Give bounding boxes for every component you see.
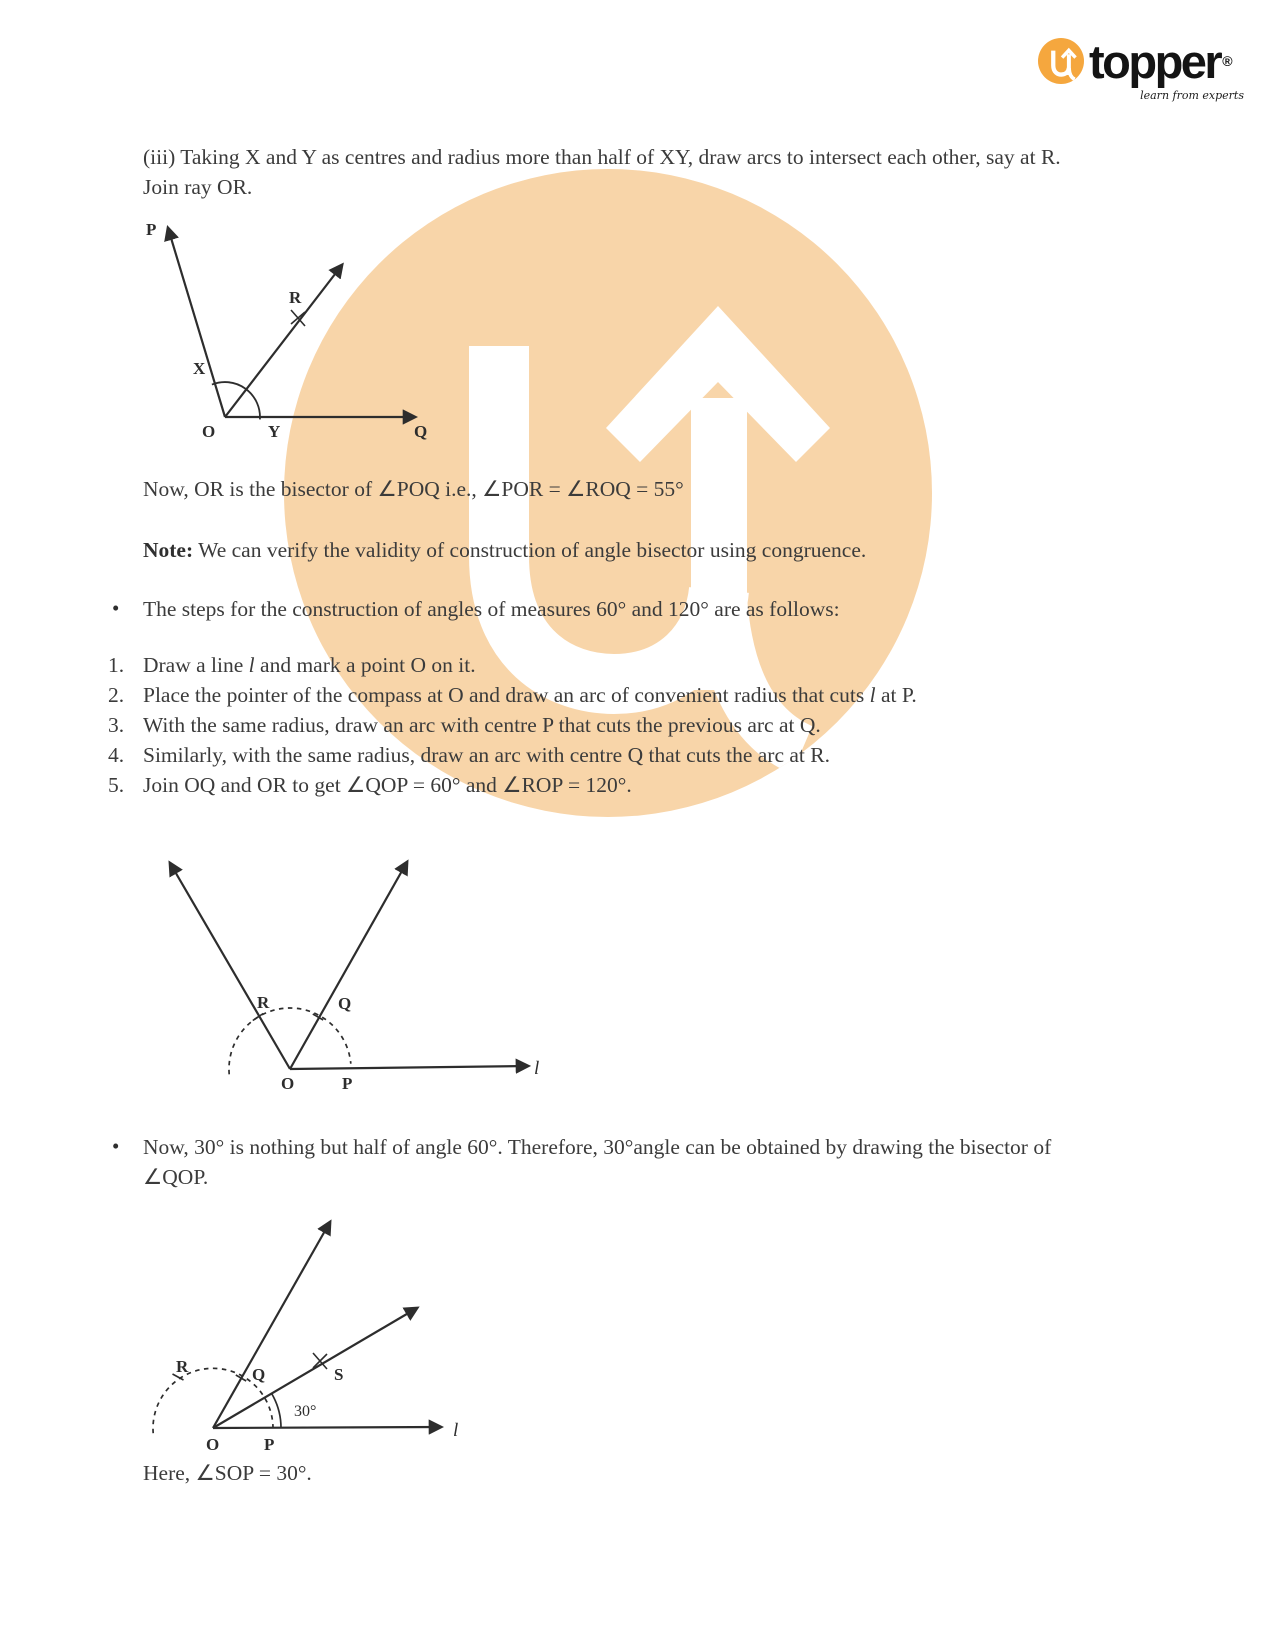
note-line (143, 535, 866, 565)
list-item (108, 740, 1228, 770)
label-o: O (206, 1435, 220, 1454)
label-r: R (289, 288, 302, 307)
label-p: P (146, 220, 157, 239)
step-text (143, 710, 821, 740)
step-text (143, 680, 917, 710)
brand-tagline: learn from experts (1140, 89, 1244, 102)
angle-arc-30 (272, 1394, 281, 1428)
step-text-emph: l (248, 653, 255, 677)
bisector-result-line: Now, OR is the bisector of ∠POQ i.e., ∠POR = ∠ROQ = 55° (143, 477, 684, 501)
list-item (108, 770, 1228, 800)
step-text (143, 770, 632, 800)
closing-line: Here, ∠SOP = 30°. (143, 1461, 312, 1485)
label-x: X (193, 359, 206, 378)
step-text-pre: With the same radius, draw an arc with centre P that cuts the previous arc at Q. (143, 713, 821, 737)
step-number: 2. (108, 683, 125, 707)
label-angle-30: 30° (294, 1403, 317, 1420)
list-item (108, 680, 1228, 710)
step-text-pre: Join OQ and OR to get ∠QOP = 60° and ∠ROP = 120°. (143, 773, 632, 797)
ray-line-l (213, 1427, 441, 1428)
list-item (108, 650, 1228, 680)
label-o: O (202, 422, 216, 440)
label-l: l (534, 1058, 540, 1079)
list-item (108, 710, 1228, 740)
registered-mark: ® (1222, 53, 1233, 69)
step-number: 5. (108, 773, 125, 797)
label-r: R (176, 1357, 189, 1376)
step-text-pre: Draw a line (143, 653, 249, 677)
ray-or-bisector (225, 265, 342, 417)
label-l: l (453, 1420, 459, 1441)
figure-30-degree-bisector (136, 1198, 486, 1458)
brand-wordmark (1089, 35, 1233, 88)
ray-op (168, 228, 225, 417)
step-number: 4. (108, 743, 125, 767)
ray-or (170, 863, 290, 1069)
step-text-emph: l (869, 683, 876, 707)
label-r: R (257, 993, 270, 1012)
ray-oq (213, 1222, 330, 1428)
thirty-degree-line: Now, 30° is nothing but half of angle 60°. Therefore, 30°angle can be obtained by drawing the bisector of ∠QOP. (143, 1135, 1052, 1189)
step-number: 3. (108, 713, 125, 737)
step-text-post: and mark a point O on it. (254, 653, 476, 677)
topper-u-icon (1038, 38, 1084, 84)
dashed-arc (229, 1008, 351, 1074)
ray-line-l (290, 1066, 528, 1069)
step-text (143, 740, 830, 770)
step-text-pre: Place the pointer of the compass at O and draw an arc of convenient radius that cuts (143, 683, 870, 707)
figure-60-120-construction (140, 813, 560, 1093)
label-q: Q (252, 1365, 266, 1384)
step-text-pre: Similarly, with the same radius, draw an arc with centre Q that cuts the arc at R. (143, 743, 830, 767)
label-q: Q (338, 994, 352, 1013)
note-text: We can verify the validity of construction of angle bisector using congruence. (193, 538, 867, 562)
bullet-dot: • (112, 1134, 120, 1158)
topper-logo (1038, 35, 1248, 102)
step-text-post: at P. (875, 683, 917, 707)
label-o: O (281, 1074, 295, 1093)
label-s: S (334, 1365, 344, 1384)
bullet-dot: • (112, 596, 120, 620)
step-number: 1. (108, 653, 125, 677)
steps-intro-line: The steps for the construction of angles of measures 60° and 120° are as follows: (143, 597, 840, 621)
label-q: Q (414, 422, 428, 440)
label-y: Y (268, 422, 281, 440)
brand-text: topper (1089, 35, 1221, 88)
construction-steps-list (108, 650, 1228, 800)
paragraph-step-iii: (iii) Taking X and Y as centres and radius more than half of XY, draw arcs to intersect each other, say at R. Join ray OR. (143, 145, 1061, 199)
figure-angle-bisector (138, 205, 448, 440)
label-p: P (342, 1074, 353, 1093)
label-p: P (264, 1435, 275, 1454)
ray-oq (290, 862, 407, 1069)
note-label: Note: (143, 538, 194, 562)
step-text (143, 650, 476, 680)
